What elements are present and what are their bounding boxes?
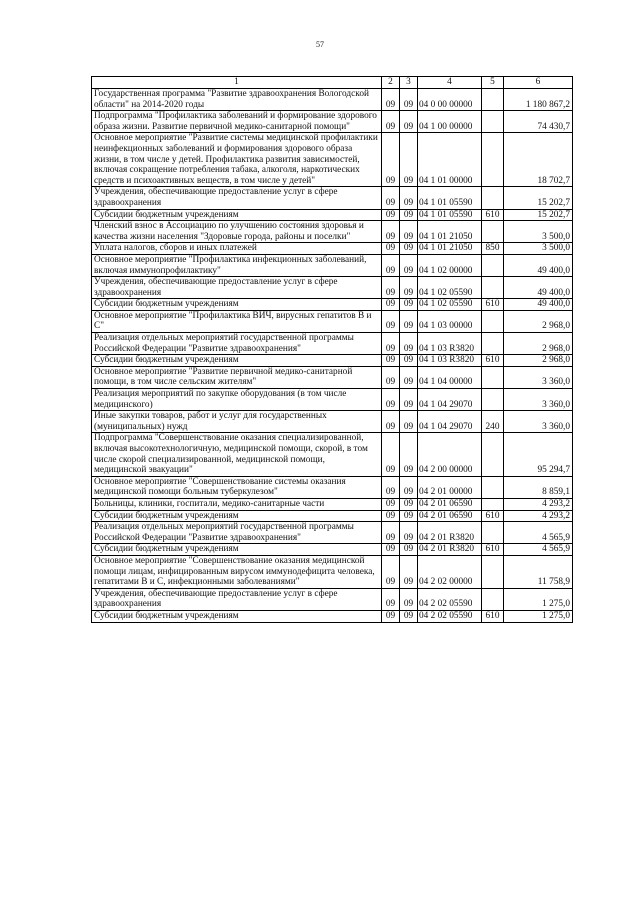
subsection-code: 09 bbox=[400, 366, 418, 388]
subsection-code: 09 bbox=[400, 411, 418, 433]
table-row bbox=[92, 588, 573, 610]
subsection-code: 09 bbox=[400, 333, 418, 355]
table-row bbox=[92, 111, 573, 133]
column-header: 4 bbox=[418, 77, 482, 89]
expense-type-code bbox=[482, 277, 504, 299]
row-name: Субсидии бюджетным учреждениям bbox=[92, 299, 382, 311]
subsection-code: 09 bbox=[400, 476, 418, 498]
subsection-code: 09 bbox=[400, 544, 418, 556]
expense-type-code: 610 bbox=[482, 355, 504, 367]
target-article-code: 04 1 01 21050 bbox=[418, 221, 482, 243]
section-code: 09 bbox=[382, 111, 400, 133]
amount: 49 400,0 bbox=[504, 277, 573, 299]
amount: 95 294,7 bbox=[504, 433, 573, 476]
table-row bbox=[92, 610, 573, 622]
expense-type-code bbox=[482, 555, 504, 588]
row-name: Иные закупки товаров, работ и услуг для государственных (муниципальных) нужд bbox=[92, 411, 382, 433]
row-name: Субсидии бюджетным учреждениям bbox=[92, 510, 382, 522]
subsection-code: 09 bbox=[400, 555, 418, 588]
row-name: Больницы, клиники, госпитали, медико-санитарные части bbox=[92, 498, 382, 510]
subsection-code: 09 bbox=[400, 389, 418, 411]
section-code: 09 bbox=[382, 366, 400, 388]
section-code: 09 bbox=[382, 209, 400, 221]
amount: 4 293,2 bbox=[504, 498, 573, 510]
section-code: 09 bbox=[382, 277, 400, 299]
subsection-code: 09 bbox=[400, 89, 418, 111]
row-name: Основное мероприятие "Развитие первичной медико-санитарной помощи, в том числе сельским жителям" bbox=[92, 366, 382, 388]
table-row bbox=[92, 366, 573, 388]
subsection-code: 09 bbox=[400, 355, 418, 367]
amount: 49 400,0 bbox=[504, 299, 573, 311]
row-name: Учреждения, обеспечивающие предоставление услуг в сфере здравоохранения bbox=[92, 277, 382, 299]
section-code: 09 bbox=[382, 310, 400, 332]
expense-type-code bbox=[482, 366, 504, 388]
table-row bbox=[92, 243, 573, 255]
expense-type-code bbox=[482, 389, 504, 411]
row-name: Основное мероприятие "Развитие системы медицинской профилактики неинфекционных заболеваний и формирования здорового образа жизни, в том числе у детей. Профилактика развития зависимостей, включая сокращение потребления табака, алкоголя, наркотических средств и психоактивных веществ, в том числе у детей" bbox=[92, 133, 382, 187]
row-name: Субсидии бюджетным учреждениям bbox=[92, 355, 382, 367]
section-code: 09 bbox=[382, 498, 400, 510]
table-row bbox=[92, 522, 573, 544]
row-name: Государственная программа "Развитие здравоохранения Вологодской области" на 2014-2020 годы bbox=[92, 89, 382, 111]
amount: 2 968,0 bbox=[504, 310, 573, 332]
expense-type-code bbox=[482, 254, 504, 276]
subsection-code: 09 bbox=[400, 209, 418, 221]
section-code: 09 bbox=[382, 389, 400, 411]
target-article-code: 04 1 01 05590 bbox=[418, 209, 482, 221]
row-name: Подпрограмма "Совершенствование оказания специализированной, включая высокотехнологичную, медицинской помощи, скорой, в том числе скорой специализированной, медицинской помощи, медицинской эвакуации" bbox=[92, 433, 382, 476]
section-code: 09 bbox=[382, 522, 400, 544]
target-article-code: 04 1 03 00000 bbox=[418, 310, 482, 332]
target-article-code: 04 1 03 R3820 bbox=[418, 333, 482, 355]
target-article-code: 04 2 01 00000 bbox=[418, 476, 482, 498]
table-row bbox=[92, 476, 573, 498]
target-article-code: 04 1 03 R3820 bbox=[418, 355, 482, 367]
subsection-code: 09 bbox=[400, 498, 418, 510]
target-article-code: 04 2 00 00000 bbox=[418, 433, 482, 476]
table-row bbox=[92, 254, 573, 276]
subsection-code: 09 bbox=[400, 133, 418, 187]
expense-type-code: 240 bbox=[482, 411, 504, 433]
amount: 15 202,7 bbox=[504, 209, 573, 221]
row-name: Реализация отдельных мероприятий государственной программы Российской Федерации "Развитие здравоохранения" bbox=[92, 522, 382, 544]
amount: 18 702,7 bbox=[504, 133, 573, 187]
row-name: Основное мероприятие "Совершенствование системы оказания медицинской помощи больным туберкулезом" bbox=[92, 476, 382, 498]
section-code: 09 bbox=[382, 544, 400, 556]
table-row bbox=[92, 221, 573, 243]
expense-type-code bbox=[482, 522, 504, 544]
expense-type-code bbox=[482, 476, 504, 498]
row-name: Основное мероприятие "Профилактика инфекционных заболеваний, включая иммунопрофилактику" bbox=[92, 254, 382, 276]
amount: 3 360,0 bbox=[504, 389, 573, 411]
amount: 11 758,9 bbox=[504, 555, 573, 588]
table-row bbox=[92, 209, 573, 221]
amount: 1 180 867,2 bbox=[504, 89, 573, 111]
target-article-code: 04 1 02 05590 bbox=[418, 299, 482, 311]
row-name: Реализация отдельных мероприятий государственной программы Российской Федерации "Развитие здравоохранения" bbox=[92, 333, 382, 355]
amount: 4 565,9 bbox=[504, 522, 573, 544]
section-code: 09 bbox=[382, 610, 400, 622]
expense-type-code bbox=[482, 498, 504, 510]
row-name: Учреждения, обеспечивающие предоставление услуг в сфере здравоохранения bbox=[92, 187, 382, 209]
subsection-code: 09 bbox=[400, 588, 418, 610]
amount: 2 968,0 bbox=[504, 333, 573, 355]
row-name: Основное мероприятие "Совершенствование оказания медицинской помощи лицам, инфицированным вирусом иммунодефицита человека, гепатитами В и С, инфекционными заболеваниями" bbox=[92, 555, 382, 588]
target-article-code: 04 2 01 R3820 bbox=[418, 544, 482, 556]
expense-type-code bbox=[482, 111, 504, 133]
column-header: 3 bbox=[400, 77, 418, 89]
section-code: 09 bbox=[382, 433, 400, 476]
amount: 74 430,7 bbox=[504, 111, 573, 133]
section-code: 09 bbox=[382, 187, 400, 209]
section-code: 09 bbox=[382, 510, 400, 522]
table-row bbox=[92, 389, 573, 411]
subsection-code: 09 bbox=[400, 221, 418, 243]
row-name: Подпрограмма "Профилактика заболеваний и формирование здорового образа жизни. Развитие первичной медико-санитарной помощи" bbox=[92, 111, 382, 133]
section-code: 09 bbox=[382, 254, 400, 276]
subsection-code: 09 bbox=[400, 243, 418, 255]
target-article-code: 04 1 04 29070 bbox=[418, 389, 482, 411]
row-name: Реализация мероприятий по закупке оборудования (в том числе медицинского) bbox=[92, 389, 382, 411]
amount: 3 360,0 bbox=[504, 411, 573, 433]
table-row bbox=[92, 498, 573, 510]
amount: 8 859,1 bbox=[504, 476, 573, 498]
section-code: 09 bbox=[382, 333, 400, 355]
row-name: Основное мероприятие "Профилактика ВИЧ, вирусных гепатитов В и С" bbox=[92, 310, 382, 332]
table-row bbox=[92, 333, 573, 355]
target-article-code: 04 2 02 05590 bbox=[418, 588, 482, 610]
table-row bbox=[92, 310, 573, 332]
target-article-code: 04 1 00 00000 bbox=[418, 111, 482, 133]
amount: 3 500,0 bbox=[504, 221, 573, 243]
table-row bbox=[92, 555, 573, 588]
section-code: 09 bbox=[382, 555, 400, 588]
expense-type-code: 610 bbox=[482, 610, 504, 622]
amount: 4 293,2 bbox=[504, 510, 573, 522]
expense-type-code bbox=[482, 333, 504, 355]
section-code: 09 bbox=[382, 355, 400, 367]
target-article-code: 04 1 01 05590 bbox=[418, 187, 482, 209]
expense-type-code: 610 bbox=[482, 544, 504, 556]
subsection-code: 09 bbox=[400, 111, 418, 133]
column-header: 2 bbox=[382, 77, 400, 89]
subsection-code: 09 bbox=[400, 522, 418, 544]
table-row bbox=[92, 355, 573, 367]
target-article-code: 04 1 01 00000 bbox=[418, 133, 482, 187]
amount: 3 360,0 bbox=[504, 366, 573, 388]
subsection-code: 09 bbox=[400, 510, 418, 522]
target-article-code: 04 2 02 05590 bbox=[418, 610, 482, 622]
expense-type-code: 610 bbox=[482, 209, 504, 221]
expense-type-code bbox=[482, 433, 504, 476]
column-header: 5 bbox=[482, 77, 504, 89]
expense-type-code bbox=[482, 187, 504, 209]
expense-type-code: 850 bbox=[482, 243, 504, 255]
expense-type-code bbox=[482, 89, 504, 111]
subsection-code: 09 bbox=[400, 310, 418, 332]
row-name: Субсидии бюджетным учреждениям bbox=[92, 544, 382, 556]
subsection-code: 09 bbox=[400, 254, 418, 276]
amount: 4 565,9 bbox=[504, 544, 573, 556]
subsection-code: 09 bbox=[400, 187, 418, 209]
page-number: 57 bbox=[316, 40, 324, 49]
section-code: 09 bbox=[382, 89, 400, 111]
expense-type-code bbox=[482, 221, 504, 243]
amount: 49 400,0 bbox=[504, 254, 573, 276]
subsection-code: 09 bbox=[400, 277, 418, 299]
target-article-code: 04 2 01 06590 bbox=[418, 510, 482, 522]
target-article-code: 04 2 01 06590 bbox=[418, 498, 482, 510]
section-code: 09 bbox=[382, 221, 400, 243]
expense-type-code bbox=[482, 310, 504, 332]
table-row bbox=[92, 187, 573, 209]
amount: 1 275,0 bbox=[504, 588, 573, 610]
expense-type-code: 610 bbox=[482, 510, 504, 522]
table-row bbox=[92, 133, 573, 187]
subsection-code: 09 bbox=[400, 433, 418, 476]
row-name: Учреждения, обеспечивающие предоставление услуг в сфере здравоохранения bbox=[92, 588, 382, 610]
expense-type-code bbox=[482, 133, 504, 187]
amount: 2 968,0 bbox=[504, 355, 573, 367]
target-article-code: 04 1 02 05590 bbox=[418, 277, 482, 299]
section-code: 09 bbox=[382, 133, 400, 187]
target-article-code: 04 0 00 00000 bbox=[418, 89, 482, 111]
section-code: 09 bbox=[382, 588, 400, 610]
section-code: 09 bbox=[382, 299, 400, 311]
table-row bbox=[92, 277, 573, 299]
table-header-row bbox=[92, 77, 573, 89]
table-row bbox=[92, 433, 573, 476]
table-row bbox=[92, 299, 573, 311]
target-article-code: 04 1 04 29070 bbox=[418, 411, 482, 433]
section-code: 09 bbox=[382, 476, 400, 498]
expense-type-code: 610 bbox=[482, 299, 504, 311]
table-row bbox=[92, 544, 573, 556]
section-code: 09 bbox=[382, 411, 400, 433]
row-name: Уплата налогов, сборов и иных платежей bbox=[92, 243, 382, 255]
section-code: 09 bbox=[382, 243, 400, 255]
table-row bbox=[92, 510, 573, 522]
target-article-code: 04 1 02 00000 bbox=[418, 254, 482, 276]
table-row bbox=[92, 411, 573, 433]
row-name: Субсидии бюджетным учреждениям bbox=[92, 610, 382, 622]
row-name: Субсидии бюджетным учреждениям bbox=[92, 209, 382, 221]
expense-type-code bbox=[482, 588, 504, 610]
column-header: 6 bbox=[504, 77, 573, 89]
table-row bbox=[92, 89, 573, 111]
budget-table bbox=[91, 76, 573, 623]
subsection-code: 09 bbox=[400, 299, 418, 311]
target-article-code: 04 1 01 21050 bbox=[418, 243, 482, 255]
target-article-code: 04 2 02 00000 bbox=[418, 555, 482, 588]
row-name: Членский взнос в Ассоциацию по улучшению состояния здоровья и качества жизни населения "Здоровые города, районы и поселки" bbox=[92, 221, 382, 243]
target-article-code: 04 2 01 R3820 bbox=[418, 522, 482, 544]
subsection-code: 09 bbox=[400, 610, 418, 622]
amount: 1 275,0 bbox=[504, 610, 573, 622]
amount: 15 202,7 bbox=[504, 187, 573, 209]
amount: 3 500,0 bbox=[504, 243, 573, 255]
target-article-code: 04 1 04 00000 bbox=[418, 366, 482, 388]
column-header: 1 bbox=[92, 77, 382, 89]
